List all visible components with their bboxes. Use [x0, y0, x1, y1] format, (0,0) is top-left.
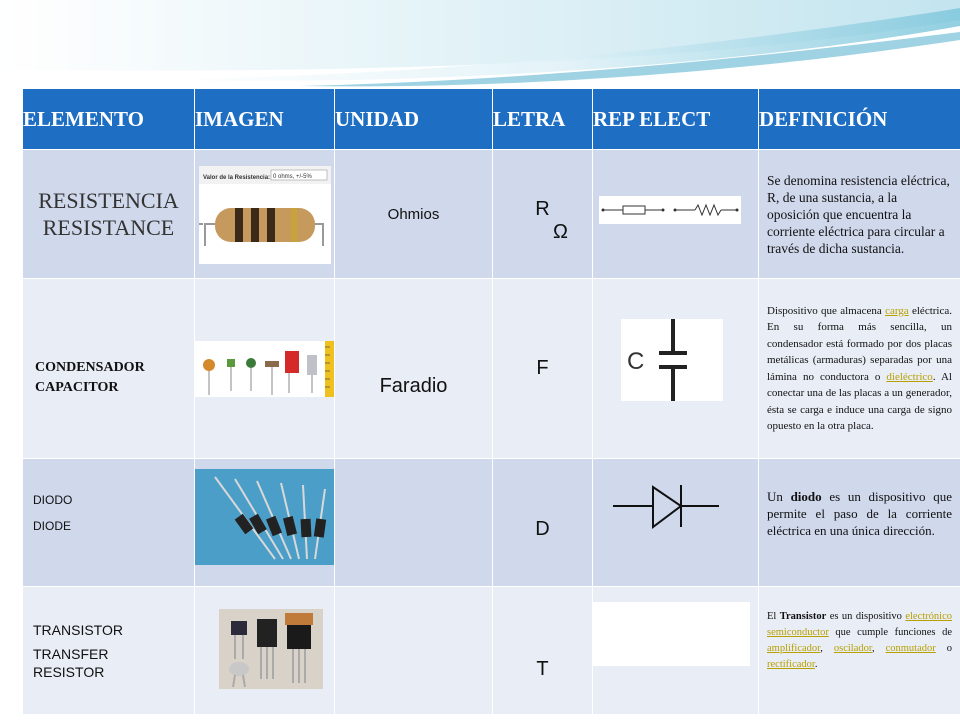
- link-dielectrico[interactable]: dieléctrico: [886, 370, 933, 383]
- letter-omega: Ω: [553, 221, 568, 243]
- element-name-en: CAPACITOR: [35, 379, 119, 395]
- definition-part: .: [814, 658, 818, 670]
- letter-symbol: [493, 198, 592, 244]
- cell-definicion: [759, 587, 960, 715]
- letter-t: T: [536, 658, 549, 680]
- element-name: [23, 621, 194, 681]
- header-letra: LETRA: [493, 89, 593, 150]
- cell-rep-elect: [593, 459, 759, 587]
- cell-imagen: [195, 279, 335, 459]
- capacitors-photo: [195, 279, 335, 453]
- table-row-resistencia: [23, 150, 960, 279]
- element-name-es: TRANSISTOR: [33, 621, 123, 638]
- element-name-en: DIODE: [33, 518, 72, 533]
- definition-part: es un dispositivo: [826, 610, 906, 622]
- definition-part: Un: [767, 489, 791, 504]
- element-name: [23, 487, 194, 539]
- element-name: [23, 187, 194, 241]
- element-name-en-2: RESISTOR: [33, 663, 105, 680]
- definition-text: Se denomina resistencia eléctrica, R, de una sustancia, a la oposición que encuentra la corriente eléctrica para circular a través de dicha sustancia.: [767, 172, 950, 256]
- link-rectificador[interactable]: rectificador: [767, 658, 815, 670]
- element-name-es: RESISTENCIA: [38, 188, 179, 213]
- cell-rep-elect: [593, 587, 759, 715]
- cell-imagen: [195, 150, 335, 279]
- cell-letra: [493, 459, 593, 587]
- definition-text: [759, 488, 960, 539]
- resistor-symbol: [593, 150, 759, 273]
- cell-definicion: [759, 279, 960, 459]
- definition-part: que cumple funciones de: [828, 626, 952, 638]
- definition-part: El: [767, 610, 780, 622]
- definition-part: Dispositivo que almacena: [767, 304, 886, 317]
- header-row: [23, 89, 960, 150]
- cell-elemento: [23, 459, 195, 587]
- cell-unidad: [335, 279, 493, 459]
- link-amplificador[interactable]: amplificador: [767, 642, 821, 654]
- cell-imagen: [195, 587, 335, 715]
- link-carga[interactable]: carga: [885, 304, 909, 317]
- diode-symbol: [593, 459, 759, 581]
- link-semiconductor[interactable]: semiconductor: [767, 626, 829, 638]
- definition-part: ,: [871, 642, 886, 654]
- components-table: [22, 88, 960, 715]
- transistors-photo: [195, 587, 335, 709]
- element-name-es: CONDENSADOR: [35, 359, 145, 375]
- letter-f: F: [536, 357, 549, 379]
- element-name-en: RESISTANCE: [42, 215, 175, 240]
- definition-part: ,: [820, 642, 834, 654]
- element-name: [23, 358, 194, 398]
- cell-rep-elect: [593, 279, 759, 459]
- header-elemento: ELEMENTO: [23, 89, 195, 150]
- cell-letra: [493, 587, 593, 715]
- cell-elemento: [23, 587, 195, 715]
- link-conmutador[interactable]: conmutador: [885, 642, 936, 654]
- definition-bold: Transistor: [779, 610, 827, 622]
- link-oscilador[interactable]: oscilador: [833, 642, 872, 654]
- cell-unidad: [335, 150, 493, 279]
- resistor-photo: [195, 150, 335, 273]
- cell-elemento: [23, 150, 195, 279]
- cell-imagen: [195, 459, 335, 587]
- cell-letra: [493, 279, 593, 459]
- cell-unidad: [335, 459, 493, 587]
- link-electronico[interactable]: electrónico: [905, 610, 952, 622]
- unit-label: Faradio: [379, 375, 448, 397]
- definition-text: [759, 303, 960, 435]
- definition-part: . Al conectar una de las placas a un generador, ésta se carga e induce una carga de signo opuesto en la otra placa.: [767, 370, 952, 432]
- header-imagen: IMAGEN: [195, 89, 335, 150]
- cell-elemento: [23, 279, 195, 459]
- diodes-photo: [195, 459, 335, 581]
- resistance-widget-label: Valor de la Resistencia:: [203, 175, 271, 181]
- cell-rep-elect: [593, 150, 759, 279]
- header-definicion: DEFINICIÓN: [759, 89, 960, 150]
- definition-part: es un dispositivo que permite el paso de la corriente eléctrica en una única dirección.: [767, 489, 952, 538]
- table-row-condensador: [23, 279, 960, 459]
- cell-definicion: [759, 150, 960, 279]
- table-row-transistor: [23, 587, 960, 715]
- cell-unidad: [335, 587, 493, 715]
- definition-bold: diodo: [790, 489, 822, 504]
- element-name-en: TRANSFER: [33, 645, 109, 662]
- element-name-es: DIODO: [33, 492, 73, 507]
- resistance-widget-value: 0 ohms, +/-5%: [273, 174, 312, 180]
- definition-part: o: [935, 642, 953, 654]
- letter-d: D: [535, 518, 550, 540]
- header-rep-elect: REP ELECT: [593, 89, 759, 150]
- cell-letra: [493, 150, 593, 279]
- unit-label: Ohmios: [387, 205, 440, 223]
- header-unidad: UNIDAD: [335, 89, 493, 150]
- cell-definicion: [759, 459, 960, 587]
- capacitor-symbol: [593, 279, 759, 453]
- transistor-symbol-placeholder: [593, 587, 759, 709]
- table-row-diodo: [23, 459, 960, 587]
- capacitor-symbol-label: C: [627, 348, 645, 375]
- definition-text: [759, 609, 960, 673]
- definition-part: eléctrica. En su forma más sencilla, un condensador está formado por dos placas metálicas (armaduras) separadas por una lámina no conductora o: [767, 304, 952, 383]
- letter-r: R: [535, 198, 550, 220]
